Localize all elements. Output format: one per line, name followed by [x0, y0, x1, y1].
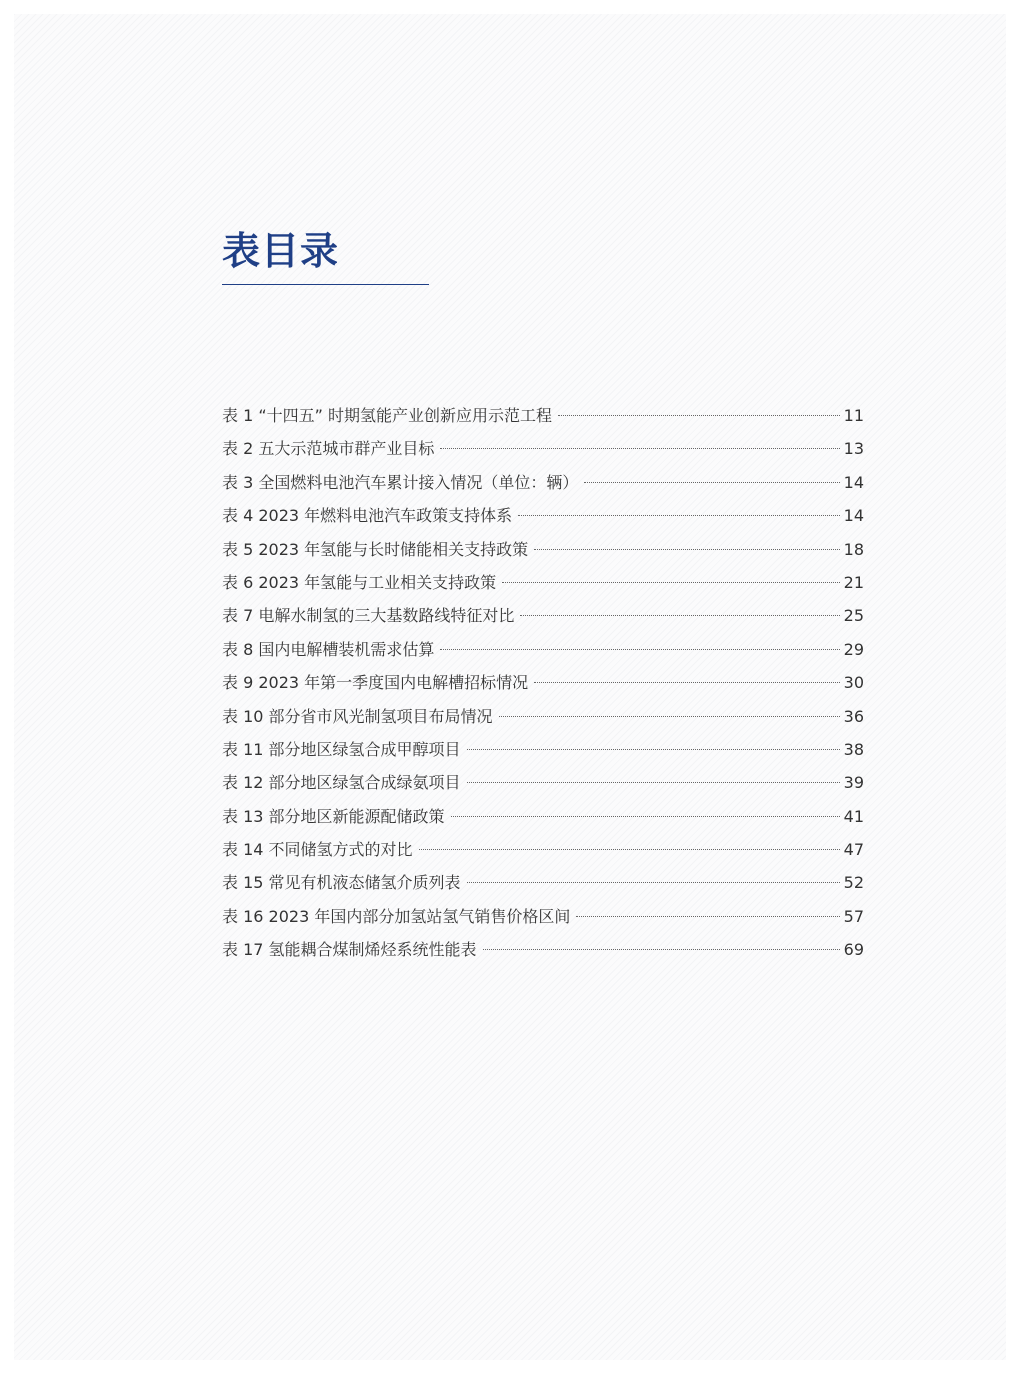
toc-entry-page: 52	[843, 873, 864, 893]
toc-entry-label: 表 14 不同储氢方式的对比	[222, 840, 413, 860]
toc-entry[interactable]	[222, 833, 864, 866]
toc-entry[interactable]	[222, 466, 864, 499]
toc-entry[interactable]	[222, 599, 864, 632]
toc-entry[interactable]	[222, 933, 864, 966]
dot-leader	[534, 682, 839, 683]
toc-entry-page: 13	[843, 439, 864, 459]
dot-leader	[534, 549, 839, 550]
toc-entry-page: 18	[843, 539, 864, 559]
toc-entry-label: 表 2 五大示范城市群产业目标	[222, 439, 435, 459]
toc-entry-page: 21	[843, 572, 864, 592]
toc-entry-page: 38	[843, 739, 864, 759]
toc-entry[interactable]	[222, 766, 864, 799]
toc-entry-label: 表 16 2023 年国内部分加氢站氢气销售价格区间	[222, 906, 571, 926]
toc-entry-page: 29	[843, 639, 864, 659]
toc-entry-page: 25	[843, 606, 864, 626]
toc-entry-page: 14	[843, 472, 864, 492]
toc-entry[interactable]	[222, 733, 864, 766]
toc-entry-page: 47	[843, 840, 864, 860]
toc-entry-label: 表 15 常见有机液态储氢介质列表	[222, 873, 461, 893]
dot-leader	[518, 515, 839, 516]
toc-entry[interactable]	[222, 666, 864, 699]
dot-leader	[499, 716, 840, 717]
toc-entry-label: 表 8 国内电解槽装机需求估算	[222, 639, 435, 659]
dot-leader	[419, 849, 840, 850]
toc-entry-page: 41	[843, 806, 864, 826]
toc-entry-label: 表 13 部分地区新能源配储政策	[222, 806, 445, 826]
dot-leader	[502, 582, 839, 583]
toc-entry[interactable]	[222, 566, 864, 599]
toc-entry-page: 11	[843, 406, 864, 425]
toc-entry-page: 36	[843, 706, 864, 726]
toc-entry-page: 57	[843, 906, 864, 926]
toc-entry-page: 39	[843, 773, 864, 793]
toc-entry[interactable]	[222, 399, 864, 432]
toc-entry-label: 表 5 2023 年氢能与长时储能相关支持政策	[222, 539, 529, 559]
toc-entry[interactable]	[222, 900, 864, 933]
dot-leader	[440, 448, 839, 449]
toc-entry[interactable]	[222, 866, 864, 899]
dot-leader	[576, 916, 839, 917]
dot-leader	[451, 816, 840, 817]
toc-entry-label: 表 3 全国燃料电池汽车累计接入情况（单位：辆）	[222, 472, 579, 492]
page-title: 表目录	[222, 229, 340, 273]
toc-entry-label: 表 11 部分地区绿氢合成甲醇项目	[222, 739, 461, 759]
toc-entry-page: 69	[843, 940, 864, 960]
dot-leader	[558, 415, 840, 416]
toc-entry[interactable]	[222, 432, 864, 465]
dot-leader	[467, 782, 840, 783]
toc-entry-label: 表 7 电解水制氢的三大基数路线特征对比	[222, 606, 515, 626]
dot-leader	[440, 649, 839, 650]
dot-leader	[467, 749, 840, 750]
toc-entry-label: 表 12 部分地区绿氢合成绿氨项目	[222, 773, 461, 793]
title-underline	[222, 284, 429, 285]
toc-entry-label: 表 1 “十四五” 时期氢能产业创新应用示范工程	[222, 406, 553, 425]
toc-entry-label: 表 9 2023 年第一季度国内电解槽招标情况	[222, 673, 529, 693]
toc-entry-page: 14	[843, 506, 864, 526]
toc-entry-label: 表 10 部分省市风光制氢项目布局情况	[222, 706, 493, 726]
toc-entry-label: 表 4 2023 年燃料电池汽车政策支持体系	[222, 506, 513, 526]
dot-leader	[467, 882, 840, 883]
dot-leader	[584, 482, 839, 483]
toc-entry[interactable]	[222, 800, 864, 833]
table-of-contents	[222, 399, 864, 967]
toc-entry-label: 表 17 氢能耦合煤制烯烃系统性能表	[222, 940, 477, 960]
toc-entry[interactable]	[222, 499, 864, 532]
dot-leader	[483, 949, 840, 950]
toc-entry[interactable]	[222, 533, 864, 566]
toc-entry[interactable]	[222, 633, 864, 666]
toc-entry[interactable]	[222, 700, 864, 733]
toc-entry-label: 表 6 2023 年氢能与工业相关支持政策	[222, 572, 497, 592]
dot-leader	[520, 615, 839, 616]
toc-entry-page: 30	[843, 673, 864, 693]
